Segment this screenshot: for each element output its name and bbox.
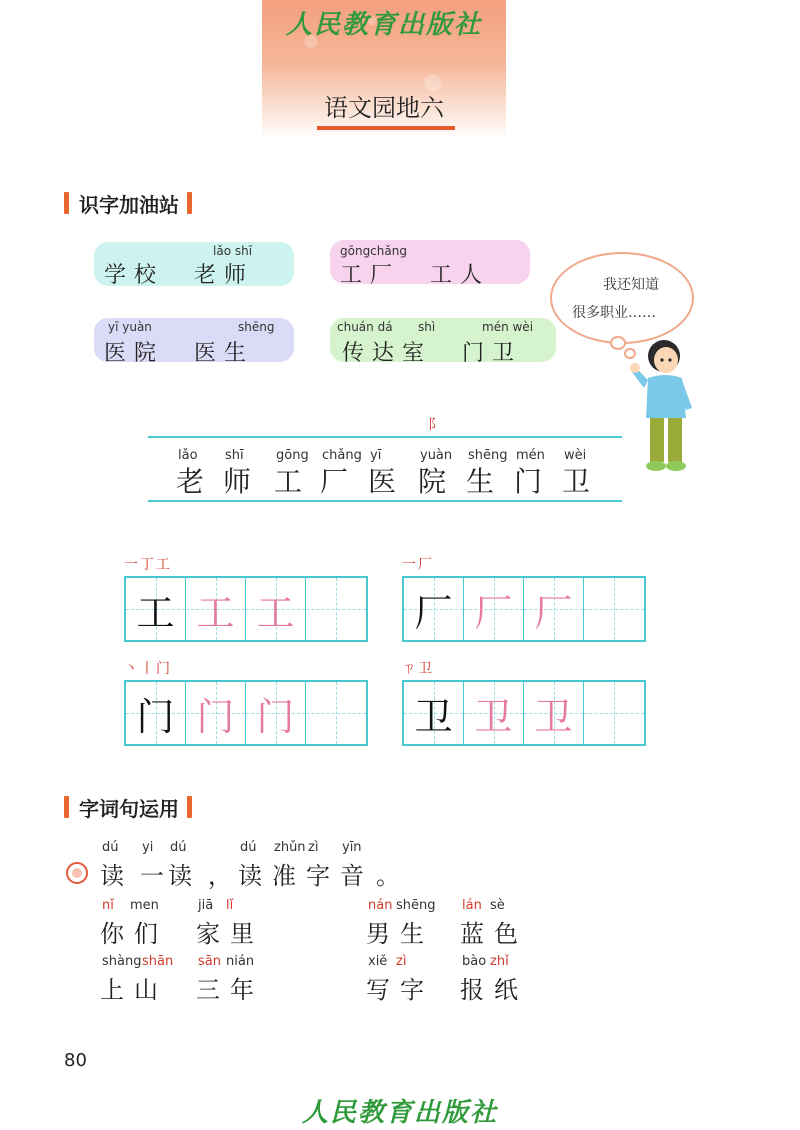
section-title: 识字加油站 — [79, 192, 179, 217]
word-pair: 传达室 门卫 — [342, 341, 523, 366]
stroke-order: 丶丨门 — [124, 661, 172, 677]
practice-character: 门 — [196, 694, 235, 739]
writing-cell[interactable] — [306, 578, 366, 640]
pinyin: lǎo shī — [213, 244, 253, 258]
practice-character: 卫 — [474, 694, 513, 739]
strip-pinyin: gōng — [276, 448, 309, 463]
strip-character: 师 — [223, 465, 252, 498]
practice-character: 卫 — [534, 694, 573, 739]
instruction-character: 。 — [376, 862, 400, 890]
writing-grid — [402, 576, 646, 642]
practice-character: 工 — [256, 590, 295, 635]
strip-pinyin: yuàn — [420, 448, 453, 463]
pinyin: shēng — [238, 320, 275, 334]
writing-grid — [124, 576, 368, 642]
strip-top-line — [148, 436, 622, 438]
heading-bar-right — [187, 192, 192, 214]
strip-pinyin: yī — [370, 448, 382, 463]
pair-pinyin: sān — [198, 954, 221, 969]
word-pair: 三年 — [196, 976, 264, 1004]
word-pair: 你们 — [100, 920, 168, 948]
strip-character: 门 — [514, 465, 543, 498]
strip-pinyin: wèi — [564, 448, 587, 463]
writing-cell — [404, 578, 464, 640]
writing-cell[interactable] — [584, 578, 644, 640]
writing-cell — [246, 682, 306, 744]
instruction-character: 音 — [340, 862, 364, 890]
word-pair: 蓝色 — [460, 920, 528, 948]
pair-pinyin: bào — [462, 954, 487, 969]
stroke-order: 一厂 — [402, 557, 434, 573]
instruction-character: 读 — [238, 862, 262, 890]
instruction-character: ， — [208, 862, 232, 890]
heading-bar-left — [64, 192, 69, 214]
section-heading-usage — [64, 792, 192, 822]
writing-cell — [126, 682, 186, 744]
practice-character: 工 — [196, 590, 235, 635]
section-title: 字词句运用 — [79, 796, 179, 821]
instruction-pinyin: zhǔn — [274, 840, 306, 855]
strip-character: 卫 — [562, 465, 591, 498]
writing-cell — [246, 578, 306, 640]
bubble-text-line2: 很多职业…… — [572, 305, 656, 321]
practice-character: 卫 — [414, 694, 453, 739]
word-pair: 男生 — [366, 920, 434, 948]
header-banner — [262, 0, 506, 138]
instruction-character: 读 — [100, 862, 124, 890]
pair-pinyin: lǐ — [226, 898, 234, 913]
bubble-dot — [610, 336, 626, 350]
writing-cell[interactable] — [584, 682, 644, 744]
pair-pinyin: shān — [142, 954, 174, 969]
writing-grid — [402, 680, 646, 746]
strip-character: 医 — [368, 465, 397, 498]
publisher-logo-top: 人民教育出版社 — [285, 10, 482, 40]
pair-pinyin: zhǐ — [490, 954, 509, 969]
writing-cell — [464, 578, 524, 640]
instruction-pinyin: yi — [142, 840, 154, 855]
boy-illustration — [630, 338, 700, 478]
instruction-character: 字 — [306, 862, 330, 890]
writing-cell — [524, 682, 584, 744]
writing-cell — [126, 578, 186, 640]
strip-pinyin: chǎng — [322, 448, 362, 463]
strip-character: 院 — [418, 465, 447, 498]
pair-pinyin: xiě — [368, 954, 388, 969]
word-pair: 上山 — [100, 976, 168, 1004]
practice-character: 门 — [136, 694, 175, 739]
page-number: 80 — [64, 1050, 87, 1071]
read-aloud-icon — [66, 862, 88, 884]
writing-grid — [124, 680, 368, 746]
unit-title: 语文园地六 — [324, 94, 444, 122]
strip-pinyin: lǎo — [178, 448, 198, 463]
instruction-character: 一 — [140, 862, 164, 890]
pair-pinyin: nán — [368, 898, 393, 913]
word-pair: 学校 老师 — [104, 263, 255, 288]
pair-pinyin: shēng — [396, 898, 436, 913]
stroke-order: ㄗ卫 — [402, 661, 434, 677]
pair-pinyin: zì — [396, 954, 407, 969]
heading-bar-right — [187, 796, 192, 818]
writing-cell — [186, 578, 246, 640]
writing-cell[interactable] — [306, 682, 366, 744]
strip-character: 工 — [274, 465, 303, 498]
strip-marker: 阝 — [428, 417, 444, 433]
strip-pinyin: shēng — [468, 448, 508, 463]
instruction-pinyin: dú — [102, 840, 119, 855]
instruction-pinyin: dú — [240, 840, 257, 855]
pair-pinyin: shàng — [102, 954, 142, 969]
practice-character: 厂 — [534, 590, 573, 635]
pinyin: shì — [418, 320, 436, 334]
instruction-pinyin: zì — [308, 840, 319, 855]
writing-cell — [464, 682, 524, 744]
bubble-text-line1: 我还知道 — [603, 277, 659, 293]
writing-cell — [404, 682, 464, 744]
pair-pinyin: lán — [462, 898, 482, 913]
practice-character: 厂 — [414, 590, 453, 635]
strip-character: 厂 — [320, 465, 349, 498]
instruction-character: 读 — [168, 862, 192, 890]
instruction-pinyin: dú — [170, 840, 187, 855]
practice-character: 工 — [136, 590, 175, 635]
strip-pinyin: mén — [516, 448, 545, 463]
practice-character: 厂 — [474, 590, 513, 635]
pinyin: yī yuàn — [108, 320, 152, 334]
stroke-order: 一丁工 — [124, 557, 172, 573]
pinyin: mén wèi — [482, 320, 534, 334]
strip-pinyin: shī — [225, 448, 244, 463]
word-pair: 家里 — [196, 920, 264, 948]
publisher-logo-bottom: 人民教育出版社 — [301, 1098, 498, 1128]
unit-title-underline — [317, 126, 455, 130]
pair-pinyin: nǐ — [102, 898, 114, 913]
thought-bubble — [550, 252, 694, 344]
pair-pinyin: men — [130, 898, 159, 913]
pair-pinyin: nián — [226, 954, 255, 969]
strip-character: 生 — [466, 465, 495, 498]
word-pair: 写字 — [366, 976, 434, 1004]
strip-bottom-line — [148, 500, 622, 502]
pinyin: chuán dá — [337, 320, 393, 334]
writing-cell — [524, 578, 584, 640]
heading-bar-left — [64, 796, 69, 818]
practice-character: 门 — [256, 694, 295, 739]
pinyin: gōngchǎng — [340, 244, 407, 258]
section-heading-literacy — [64, 188, 192, 218]
strip-character: 老 — [176, 465, 205, 498]
instruction-character: 准 — [272, 862, 296, 890]
writing-cell — [186, 682, 246, 744]
word-pair: 医院 医生 — [104, 341, 255, 366]
pair-pinyin: sè — [490, 898, 505, 913]
pair-pinyin: jiā — [198, 898, 214, 913]
instruction-pinyin: yīn — [342, 840, 362, 855]
word-pair: 工厂 工人 — [340, 263, 491, 288]
word-pair: 报纸 — [460, 976, 528, 1004]
